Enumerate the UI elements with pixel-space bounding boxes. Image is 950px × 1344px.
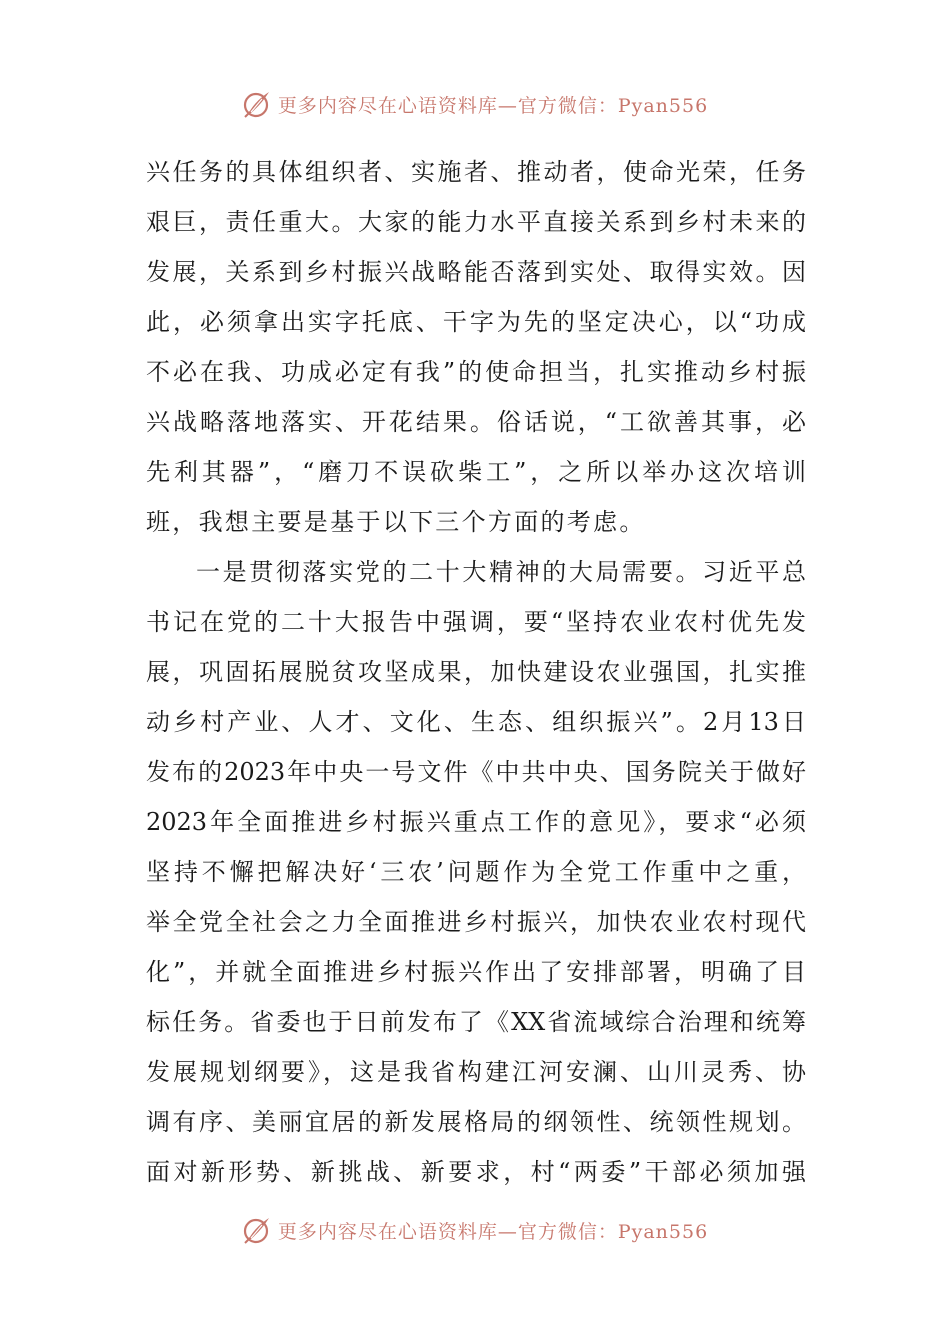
text-line: 不必在我、功成必定有我”的使命担当，扎实推动乡村振 (146, 358, 806, 386)
text-line: 举全党全社会之力全面推进乡村振兴，加快农业农村现代 (146, 908, 806, 936)
footer-watermark (0, 1210, 950, 1250)
quill-logo-icon (242, 1215, 272, 1245)
text-line: 2023年全面推进乡村振兴重点工作的意见》，要求“必须 (146, 808, 806, 836)
text-line: 先利其器”，“磨刀不误砍柴工”，之所以举办这次培训 (146, 458, 806, 486)
document-body (146, 147, 806, 1197)
text-line: 班，我想主要是基于以下三个方面的考虑。 (146, 508, 646, 536)
text-line: 调有序、美丽宜居的新发展格局的纲领性、统领性规划。 (146, 1108, 806, 1136)
paragraph (146, 547, 806, 1197)
text-line: 面对新形势、新挑战、新要求，村“两委”干部必须加强 (146, 1158, 806, 1186)
text-line: 动乡村产业、人才、文化、生态、组织振兴”。2月13日 (146, 708, 806, 736)
quill-logo-icon (242, 89, 272, 119)
watermark-text: 更多内容尽在心语资料库—官方微信：Pyan556 (277, 94, 709, 117)
text-line: 坚持不懈把解决好‘三农’问题作为全党工作重中之重， (146, 858, 806, 886)
paragraph (146, 147, 806, 547)
watermark-text: 更多内容尽在心语资料库—官方微信：Pyan556 (277, 1220, 709, 1243)
text-line: 展，巩固拓展脱贫攻坚成果，加快建设农业强国，扎实推 (146, 658, 806, 686)
text-line: 化”，并就全面推进乡村振兴作出了安排部署，明确了目 (146, 958, 806, 986)
text-line: 标任务。省委也于日前发布了《XX省流域综合治理和统筹 (146, 1008, 806, 1036)
text-line: 书记在党的二十大报告中强调，要“坚持农业农村优先发 (146, 608, 806, 636)
text-line: 一是贯彻落实党的二十大精神的大局需要。习近平总 (196, 558, 806, 586)
text-line: 此，必须拿出实字托底、干字为先的坚定决心，以“功成 (146, 308, 806, 336)
text-line: 发展，关系到乡村振兴战略能否落到实处、取得实效。因 (146, 258, 806, 286)
text-line: 兴任务的具体组织者、实施者、推动者，使命光荣，任务 (146, 158, 806, 186)
text-line: 艰巨，责任重大。大家的能力水平直接关系到乡村未来的 (146, 208, 806, 236)
text-line: 发布的2023年中央一号文件《中共中央、国务院关于做好 (146, 758, 806, 786)
text-line: 兴战略落地落实、开花结果。俗话说，“工欲善其事，必 (146, 408, 806, 436)
text-line: 发展规划纲要》，这是我省构建江河安澜、山川灵秀、协 (146, 1058, 806, 1086)
header-watermark (0, 84, 950, 124)
